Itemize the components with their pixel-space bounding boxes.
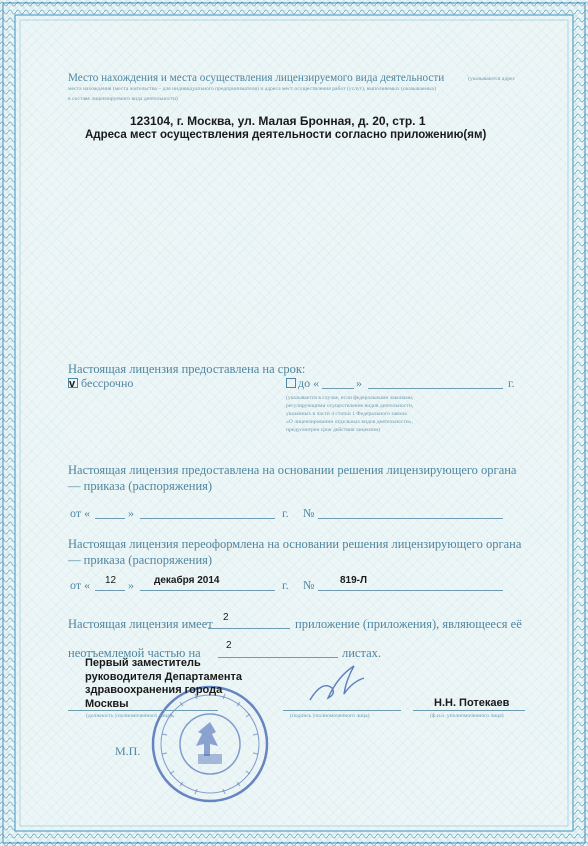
- caption-signature: (подпись уполномоченного лица): [290, 713, 370, 719]
- caption-position: (должность уполномоченного лица): [86, 713, 172, 719]
- grant-date-line: [140, 518, 275, 519]
- grant-heading-2: — приказа (распоряжения): [68, 479, 213, 493]
- location-note-1: (указываются адрес: [468, 76, 516, 82]
- indefinite-label: бессрочно: [81, 376, 134, 390]
- location-heading: Место нахождения и места осуществления лицензируемого вида деятельности: [68, 72, 445, 84]
- until-close-quote: »: [356, 376, 362, 390]
- caption-name: (ф.и.о. уполномоченного лица): [430, 713, 504, 719]
- grant-year-label: г.: [282, 506, 289, 520]
- attachments-count-value: 2: [223, 612, 229, 623]
- attachments-text-2: приложение (приложения), являющееся её: [295, 617, 522, 631]
- grant-number-label: №: [303, 506, 315, 520]
- reissue-from-label: от «: [70, 578, 91, 592]
- location-note-3: в составе лицензируемого вида деятельности): [68, 96, 178, 102]
- name-signature-line: [413, 710, 525, 711]
- attachments-text-4: листах.: [342, 646, 382, 660]
- grant-close-quote: »: [128, 506, 134, 520]
- until-note-3: указанных в части 4 статьи 1 Федерального закона: [286, 411, 407, 417]
- signatory-name: Н.Н. Потекаев: [434, 697, 510, 709]
- reissue-day-line: [95, 590, 125, 591]
- until-note-2: регулирующими осуществление видов деятельности,: [286, 403, 414, 409]
- reissue-heading-2: — приказа (распоряжения): [68, 553, 213, 567]
- until-note-5: предусмотрен срок действия лицензии): [286, 427, 381, 433]
- address-value: 123104, г. Москва, ул. Малая Бронная, д. 20, стр. 1: [130, 114, 426, 128]
- addresses-note: Адреса мест осуществления деятельности согласно приложению(ям): [85, 129, 487, 141]
- reissue-date-line: [140, 590, 275, 591]
- attachments-text-1: Настоящая лицензия имеет: [68, 617, 213, 631]
- signatory-position-line-3: здравоохранения города: [85, 684, 223, 696]
- reissue-heading-1: Настоящая лицензия переоформлена на основании решения лицензирующего органа: [68, 537, 522, 551]
- attachments-sheets-value: 2: [226, 640, 232, 651]
- reissue-date-value: декабря 2014: [154, 575, 220, 586]
- signatory-position-line-1: Первый заместитель: [85, 657, 201, 669]
- position-signature-line: [68, 710, 218, 711]
- until-checkbox[interactable]: [286, 378, 296, 388]
- grant-day-line: [95, 518, 125, 519]
- grant-from-label: от «: [70, 506, 91, 520]
- until-note-4: «О лицензировании отдельных видов деятельности»,: [286, 419, 413, 425]
- signature-line: [283, 710, 401, 711]
- seal-place-label: М.П.: [115, 744, 141, 758]
- reissue-day-value: 12: [105, 575, 117, 586]
- until-label: до «: [298, 376, 320, 390]
- until-day-line: [322, 388, 354, 389]
- handwritten-signature: [302, 660, 372, 710]
- grant-number-line: [318, 518, 503, 519]
- reissue-year-label: г.: [282, 578, 289, 592]
- term-heading: Настоящая лицензия предоставлена на срок:: [68, 362, 306, 376]
- signatory-position: [85, 657, 242, 711]
- signatory-position-line-4: Москвы: [85, 697, 129, 710]
- until-note-1: (указывается в случае, если федеральными законами,: [286, 395, 414, 401]
- attachments-count-line: [208, 628, 290, 629]
- until-year-label: г.: [508, 376, 515, 390]
- check-mark: v: [69, 378, 76, 390]
- reissue-number-line: [318, 590, 503, 591]
- location-note-2: места нахождения (места жительства – для индивидуального предпринимателя) и адреса мест осуществления работ (услуг), выполняемых (оказываемых): [68, 86, 437, 92]
- signatory-position-line-2: руководителя Департамента: [85, 670, 243, 683]
- reissue-number-label: №: [303, 578, 315, 592]
- reissue-number-value: 819-Л: [340, 575, 368, 586]
- reissue-close-quote: »: [128, 578, 134, 592]
- until-date-line: [368, 388, 503, 389]
- attachments-text-3: неотъемлемой частью на: [68, 646, 201, 660]
- grant-heading-1: Настоящая лицензия предоставлена на основании решения лицензирующего органа: [68, 463, 517, 477]
